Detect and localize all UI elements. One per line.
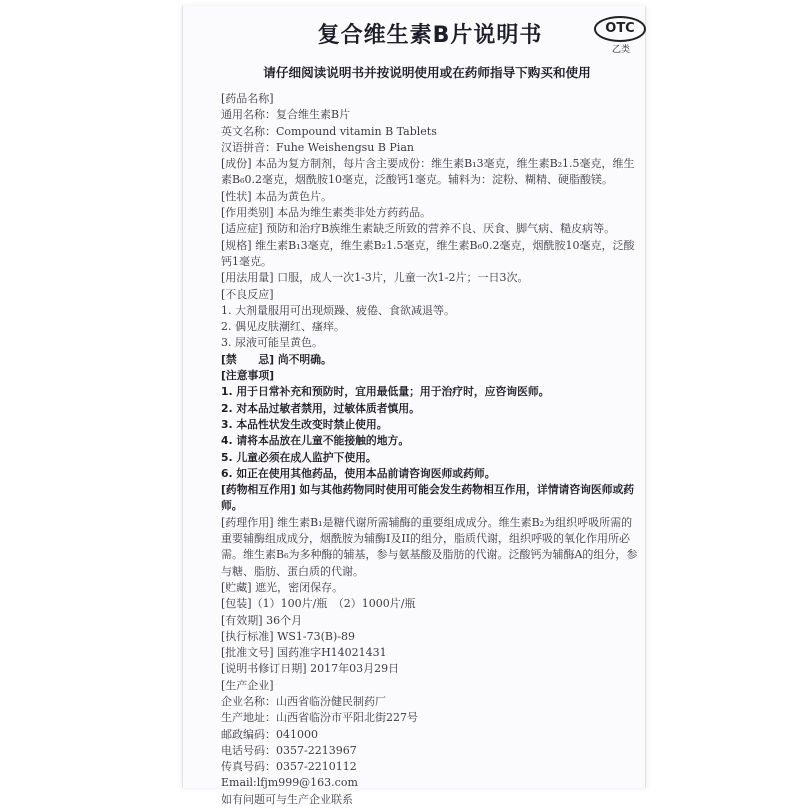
otc-badge: OTC (594, 16, 646, 42)
drug-name-heading: [药品名称] (221, 92, 274, 105)
phone-number: 电话号码：0357-2213967 (221, 743, 357, 757)
fax-number: 传真号码：0357-2210112 (221, 760, 357, 774)
company-name: 企业名称：山西省临汾健民制药厂 (221, 694, 386, 708)
interactions-section: [药物相互作用] 如与其他药物同时使用可能会发生药物相互作用，详情请咨询医师或药师。 (221, 483, 635, 513)
appearance-section: [性状] 本品为黄色片。 (221, 189, 333, 203)
otc-category-label: 乙类 (611, 45, 630, 55)
precaution-item: 5. 儿童必须在成人监护下使用。 (221, 450, 377, 464)
precaution-item: 1. 用于日常补充和预防时，宜用最低量；用于治疗时，应咨询医师。 (221, 385, 550, 399)
email-address: Email:lfjm999@163.com (221, 776, 358, 790)
precaution-item: 2. 对本品过敏者禁用，过敏体质者慎用。 (221, 401, 420, 415)
generic-name: 通用名称：复合维生素B片 (221, 108, 351, 122)
precaution-item: 6. 如正在使用其他药品，使用本品前请咨询医师或药师。 (221, 466, 496, 480)
adverse-reaction-item: 3. 尿液可能呈黄色。 (221, 336, 323, 350)
validity-section: [有效期] 36个月 (221, 613, 303, 627)
leaflet-body (221, 91, 641, 808)
adverse-reaction-item: 1. 大剂量服用可出现烦躁、疲倦、食欲减退等。 (221, 303, 455, 317)
pharmacology-section: [药理作用] 维生素B₁是糖代谢所需辅酶的重要组成成分。维生素B₂为组织呼吸所需的重要辅酶组成成分，烟酰胺为辅酶I及II的组分，脂质代谢，组织呼吸的氧化作用所必需。维生素B₆为多种酶的辅基，参与氨基酸及脂肪的代谢。泛酸钙为辅酶A的组分，参与糖、脂肪、蛋白质的代谢。 (221, 515, 638, 578)
standard-section: [执行标准] WS1-73(B)-89 (221, 629, 356, 643)
precautions-heading: [注意事项] (221, 369, 275, 383)
pinyin-name: 汉语拼音：Fuhe Weishengsu B Pian (221, 140, 414, 154)
ingredients-section: [成份] 本品为复方制剂，每片含主要成份：维生素B₁3毫克，维生素B₂1.5毫克，维生素B₆0.2毫克，烟酰胺10毫克，泛酸钙1毫克。辅料为：淀粉、糊精、硬脂酸镁。 (221, 157, 635, 187)
approval-number: [批准文号] 国药准字H14021431 (221, 646, 387, 660)
usage-notice: 请仔细阅读说明书并按说明使用或在药师指导下购买和使用 (263, 65, 591, 80)
precaution-item: 3. 本品性状发生改变时禁止使用。 (221, 417, 388, 431)
specification-section: [规格] 维生素B₁3毫克，维生素B₂1.5毫克，维生素B₆0.2毫克，烟酰胺10毫克，泛酸钙1毫克。 (221, 238, 635, 268)
category-section: [作用类别] 本品为维生素类非处方药药品。 (221, 206, 432, 220)
contraindications-section: [禁 忌] 尚不明确。 (221, 352, 332, 366)
indications-section: [适应症] 预防和治疗B族维生素缺乏所致的营养不良、厌食、脚气病、糙皮病等。 (221, 222, 616, 236)
company-address: 生产地址：山西省临汾市平阳北街227号 (221, 711, 418, 725)
adverse-reactions-heading: [不良反应] (221, 287, 274, 301)
adverse-reaction-item: 2. 偶见皮肤潮红、瘙痒。 (221, 320, 345, 334)
document-title: 复合维生素B片说明书 (317, 23, 543, 48)
english-name: 英文名称：Compound vitamin B Tablets (221, 124, 437, 138)
packaging-section: [包装]（1）100片/瓶 （2）1000片/瓶 (221, 597, 416, 611)
storage-section: [贮藏] 遮光，密闭保存。 (221, 580, 344, 594)
revision-date: [说明书修订日期] 2017年03月29日 (221, 662, 400, 676)
dosage-section: [用法用量] 口服，成人一次1-3片，儿童一次1-2片；一日3次。 (221, 271, 529, 285)
contact-note: 如有问题可与生产企业联系 (221, 792, 353, 806)
postcode: 邮政编码：041000 (221, 727, 318, 741)
manufacturer-heading: [生产企业] (221, 678, 274, 692)
precaution-item: 4. 请将本品放在儿童不能接触的地方。 (221, 434, 410, 448)
